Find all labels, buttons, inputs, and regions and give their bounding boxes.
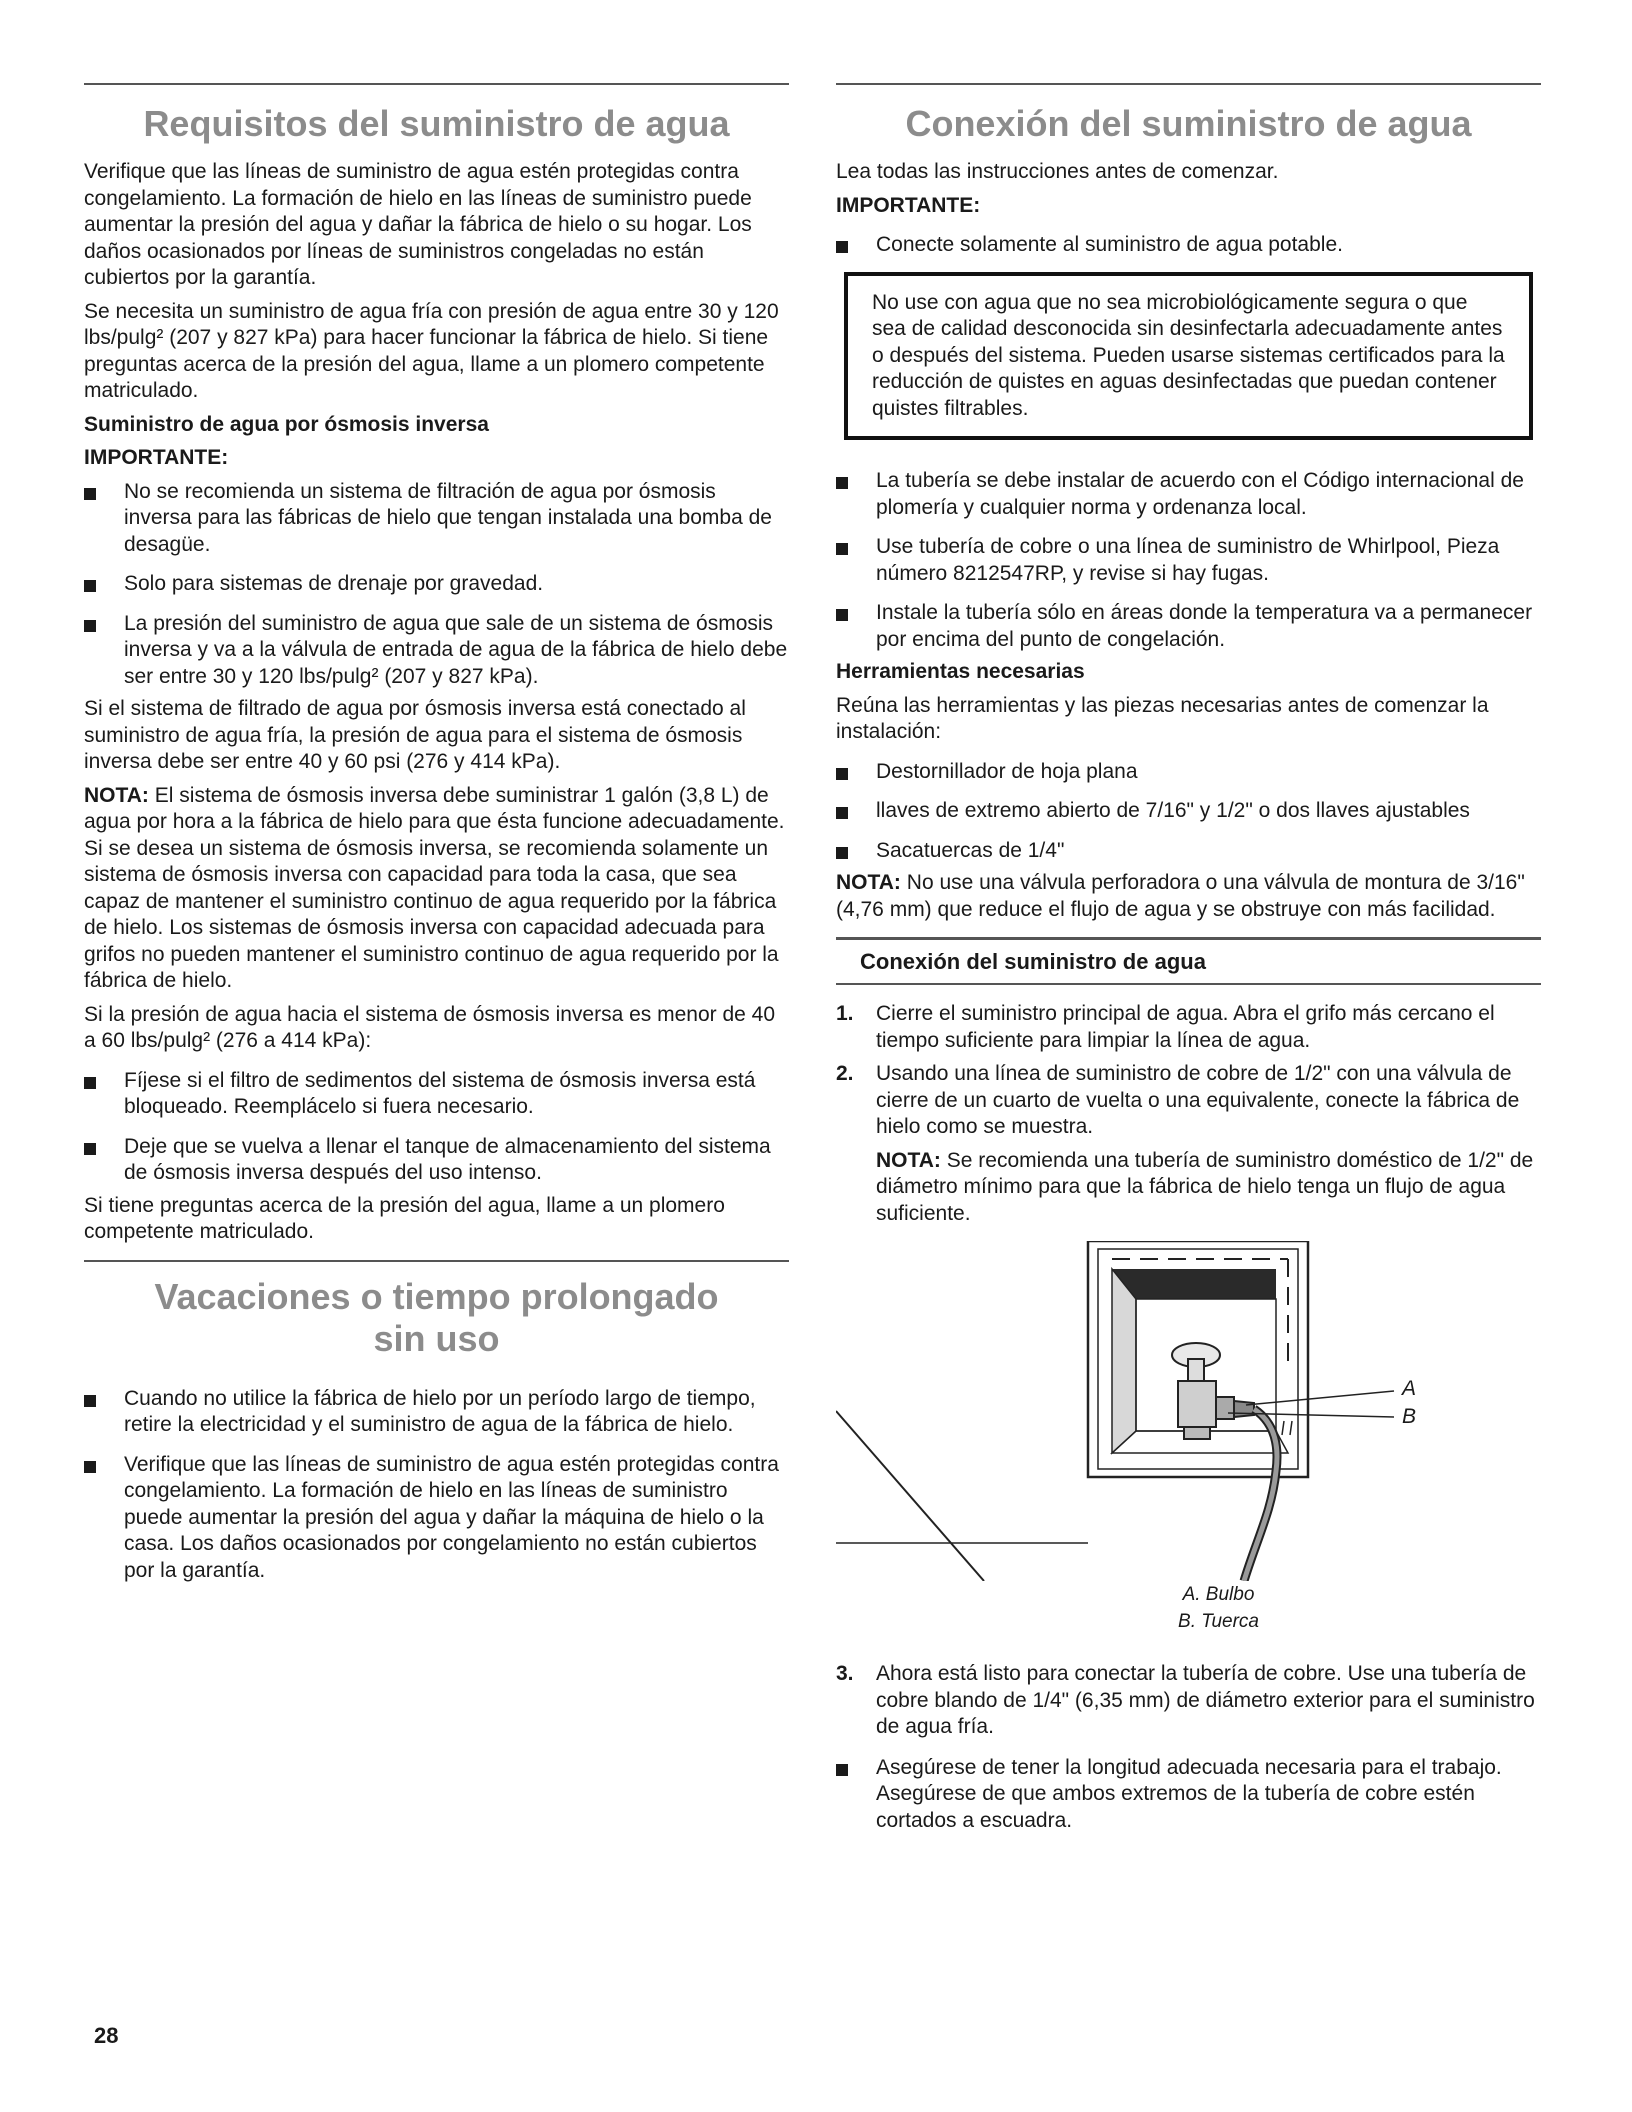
step-number: 3. bbox=[836, 1662, 854, 1685]
list-item: Conecte solamente al suministro de agua potable. bbox=[836, 232, 1541, 259]
paragraph: Verifique que las líneas de suministro de agua estén protegidas contra congelamiento. La formación de hielo en las líneas de suministro puede aumentar la presión del agua y dañar la fábrica de hielo o su hogar. Los daños ocasionados por líneas de suministros congeladas no están cubiertos por la garantía. bbox=[84, 160, 752, 289]
subsection-heading: Conexión del suministro de agua bbox=[836, 937, 1541, 985]
title-line: sin uso bbox=[373, 1317, 500, 1359]
note-label: NOTA: bbox=[84, 783, 149, 807]
list-item: Instale la tubería sólo en áreas donde la temperatura va a permanecer por encima del punto de congelación. bbox=[836, 600, 1541, 653]
vacation-bullet-list bbox=[84, 1386, 789, 1585]
potable-bullet-list bbox=[836, 232, 1541, 259]
note-text: No use una válvula perforadora o una válvula de montura de 3/16" (4,76 mm) que reduce el flujo de agua y se obstruye con más facilidad. bbox=[836, 871, 1525, 921]
label-b: B bbox=[1402, 1405, 1417, 1428]
tools-list bbox=[836, 759, 1541, 865]
list-item: No se recomienda un sistema de filtración de agua por ósmosis inversa para las fábricas de hielo que tengan instalada una bomba de desagüe. bbox=[84, 479, 789, 559]
label-a: A bbox=[1402, 1377, 1417, 1400]
list-item: Fíjese si el filtro de sedimentos del sistema de ósmosis inversa está bloqueado. Reemplácelo si fuera necesario. bbox=[84, 1068, 789, 1121]
step-item bbox=[836, 1001, 1541, 1054]
left-column bbox=[84, 83, 789, 1597]
ro-bullet-list bbox=[84, 479, 789, 691]
section-rule bbox=[84, 1260, 789, 1262]
step-item bbox=[836, 1661, 1541, 1741]
step-text: Cierre el suministro principal de agua. Abra el grifo más cercano el tiempo suficiente para limpiar la línea de agua. bbox=[876, 1002, 1495, 1052]
list-item: Asegúrese de tener la longitud adecuada necesaria para el trabajo. Asegúrese de que ambos extremos de la tubería de cobre estén cortados a escuadra. bbox=[836, 1755, 1541, 1835]
note-label: NOTA: bbox=[876, 1148, 941, 1172]
note-label: NOTA: bbox=[836, 871, 901, 894]
step-number: 1. bbox=[836, 1002, 854, 1025]
warning-text: No use con agua que no sea microbiológicamente segura o que sea de calidad desconocida sin desinfectarla adecuadamente antes o después del sistema. Pueden usarse sistemas certificados para la reducción de quistes en aguas desinfectadas que puedan contener quistes filtrables. bbox=[872, 290, 1505, 420]
paragraph: Si la presión de agua hacia el sistema de ósmosis inversa es menor de 40 a 60 lbs/pulg² (276 a 414 kPa): bbox=[84, 1002, 776, 1052]
note-text: Se recomienda una tubería de suministro doméstico de 1/2" de diámetro mínimo para que la fábrica de hielo tenga un flujo de agua suficiente. bbox=[876, 1148, 1534, 1225]
list-item: Deje que se vuelva a llenar el tanque de almacenamiento del sistema de ósmosis inversa después del uso intenso. bbox=[84, 1134, 789, 1187]
diagram-caption bbox=[836, 1581, 1541, 1635]
section-rule bbox=[84, 83, 789, 85]
steps-list-continued bbox=[836, 1661, 1541, 1741]
step-note bbox=[876, 1148, 1541, 1228]
list-item: Solo para sistemas de drenaje por gravedad. bbox=[84, 571, 789, 598]
paragraph: Si el sistema de filtrado de agua por ósmosis inversa está conectado al suministro de agua fría, la presión de agua para el sistema de ósmosis inversa debe ser entre 40 y 60 psi (276 y 414 kPa). bbox=[84, 697, 746, 773]
note-text: El sistema de ósmosis inversa debe suministrar 1 galón (3,8 L) de agua por hora a la fábrica de hielo para que ésta funcione adecuadamente. Si se desea un sistema de ósmosis inversa, se recomienda solamente un sistema de ósmosis inversa con capacidad para toda la casa, que sea capaz de mantener el suministro continuo de agua requerido por la fábrica de hielo. Los sistemas de ósmosis inversa con capacidad adecuada para grifos no pueden mantener el suministro continuo de agua requerido por la fábrica de hielo. bbox=[84, 783, 785, 992]
important-label: IMPORTANTE: bbox=[836, 193, 981, 217]
plumbing-bullet-list bbox=[836, 468, 1541, 653]
steps-list bbox=[836, 1001, 1541, 1227]
warning-box bbox=[844, 272, 1533, 441]
paragraph: Si tiene preguntas acerca de la presión del agua, llame a un plomero competente matriculado. bbox=[84, 1193, 725, 1243]
note-paragraph bbox=[84, 783, 789, 995]
list-item: Destornillador de hoja plana bbox=[836, 759, 1541, 786]
step3-bullet-list bbox=[836, 1755, 1541, 1835]
section-title-vacation bbox=[84, 1276, 789, 1360]
paragraph: Reúna las herramientas y las piezas necesarias antes de comenzar la instalación: bbox=[836, 693, 1489, 743]
step-text: Usando una línea de suministro de cobre de 1/2" con una válvula de cierre de un cuarto de vuelta o una equivalente, conecte la fábrica de hielo como se muestra. bbox=[876, 1062, 1520, 1138]
caption-b: B. Tuerca bbox=[1178, 1611, 1259, 1632]
section-title-water-connection: Conexión del suministro de agua bbox=[905, 103, 1472, 144]
list-item: Use tubería de cobre o una línea de suministro de Whirlpool, Pieza número 8212547RP, y revise si hay fugas. bbox=[836, 534, 1541, 587]
list-item: La tubería se debe instalar de acuerdo con el Código internacional de plomería y cualquier norma y ordenanza local. bbox=[836, 468, 1541, 521]
step-text: Ahora está listo para conectar la tubería de cobre. Use una tubería de cobre blando de 1/4" (6,35 mm) de diámetro exterior para el suministro de agua fría. bbox=[876, 1662, 1535, 1738]
section-title-water-requirements: Requisitos del suministro de agua bbox=[143, 103, 730, 144]
caption-a: A. Bulbo bbox=[1182, 1584, 1255, 1605]
list-item: Sacatuercas de 1/4" bbox=[836, 838, 1541, 865]
list-item: La presión del suministro de agua que sale de un sistema de ósmosis inversa y va a la válvula de entrada de agua de la fábrica de hielo debe ser entre 30 y 120 lbs/pulg² (207 y 827 kPa). bbox=[84, 611, 789, 691]
tools-heading: Herramientas necesarias bbox=[836, 660, 1085, 683]
paragraph: Se necesita un suministro de agua fría con presión de agua entre 30 y 120 lbs/pulg² (207 y 827 kPa) para hacer funcionar la fábrica de hielo. Si tiene preguntas acerca de la presión del agua, llame a un plomero competente matriculado. bbox=[84, 299, 779, 402]
ro-heading: Suministro de agua por ósmosis inversa bbox=[84, 412, 489, 436]
water-connection-diagram bbox=[836, 1241, 1541, 1581]
section-rule bbox=[836, 83, 1541, 85]
list-item: Cuando no utilice la fábrica de hielo por un período largo de tiempo, retire la electricidad y el suministro de agua de la fábrica de hielo. bbox=[84, 1386, 789, 1439]
ro-pressure-bullet-list bbox=[84, 1068, 789, 1187]
diagram-illustration bbox=[836, 1241, 1541, 1581]
page-number: 28 bbox=[94, 2023, 119, 2048]
paragraph: Lea todas las instrucciones antes de comenzar. bbox=[836, 160, 1279, 183]
step-number: 2. bbox=[836, 1062, 854, 1085]
note-paragraph bbox=[836, 870, 1541, 923]
list-item: Verifique que las líneas de suministro de agua estén protegidas contra congelamiento. La formación de hielo en las líneas de suministro puede aumentar la presión del agua y dañar la máquina de hielo o la casa. Los daños ocasionados por congelamiento no están cubiertos por la garantía. bbox=[84, 1452, 789, 1585]
title-line: Vacaciones o tiempo prolongado bbox=[154, 1275, 719, 1317]
list-item: llaves de extremo abierto de 7/16" y 1/2" o dos llaves ajustables bbox=[836, 798, 1541, 825]
important-label: IMPORTANTE: bbox=[84, 446, 229, 469]
step-item bbox=[836, 1061, 1541, 1227]
right-column bbox=[836, 83, 1541, 1847]
